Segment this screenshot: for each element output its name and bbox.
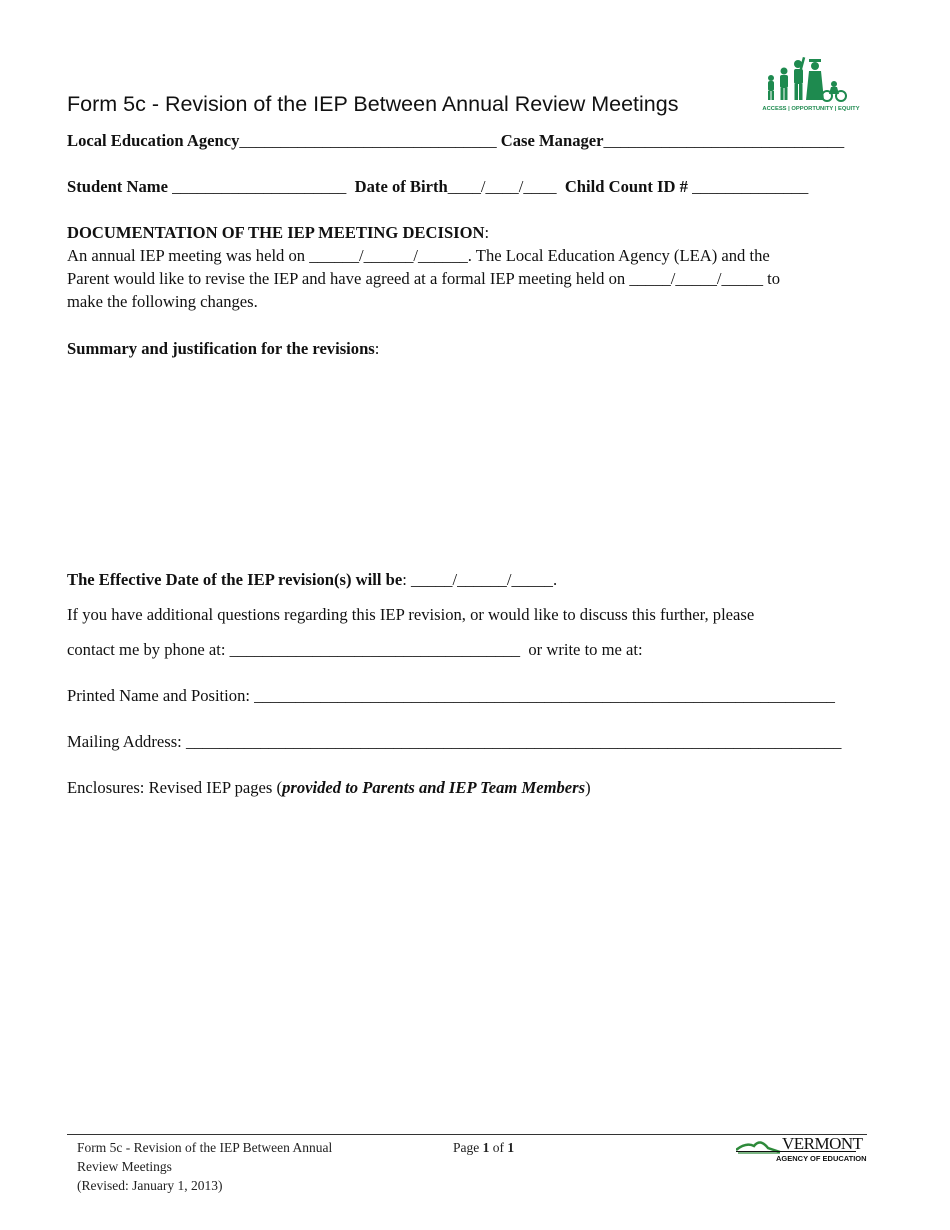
vermont-logo bbox=[736, 1134, 867, 1168]
dob-field[interactable]: ____/____/____ bbox=[447, 177, 557, 196]
student-name-field[interactable]: _____________________ bbox=[172, 177, 347, 196]
children-figures-icon bbox=[757, 54, 865, 114]
footer-revised: (Revised: January 1, 2013) bbox=[77, 1178, 223, 1193]
enclosures-emphasis: provided to Parents and IEP Team Members bbox=[282, 778, 586, 797]
summary-label: Summary and justification for the revisions bbox=[67, 339, 375, 358]
documentation-line-2: Parent would like to revise the IEP and have agreed at a formal IEP meeting held on _____/_____/_____ to bbox=[67, 269, 781, 288]
documentation-line-3: make the following changes. bbox=[67, 292, 258, 311]
documentation-heading bbox=[67, 221, 489, 244]
lea-label: Local Education Agency bbox=[67, 131, 240, 150]
case-manager-field[interactable]: _____________________________ bbox=[603, 131, 845, 150]
mailing-address-label: Mailing Address: bbox=[67, 732, 182, 751]
phone-label: contact me by phone at: bbox=[67, 640, 226, 659]
documentation-heading-colon: : bbox=[484, 223, 490, 242]
enclosures-prefix: Enclosures: Revised IEP pages ( bbox=[67, 778, 283, 797]
child-count-field[interactable]: ______________ bbox=[692, 177, 809, 196]
printed-name-field[interactable]: ______________________________________________________________________ bbox=[254, 686, 835, 705]
contact-row bbox=[67, 638, 643, 661]
dob-label: Date of Birth bbox=[354, 177, 448, 196]
mailing-address-row bbox=[67, 730, 841, 753]
phone-field[interactable]: ___________________________________ bbox=[229, 640, 521, 659]
child-count-label: Child Count ID # bbox=[564, 177, 688, 196]
agency-of-education-text: AGENCY OF EDUCATION bbox=[776, 1154, 867, 1163]
summary-heading bbox=[67, 337, 379, 360]
case-manager-label: Case Manager bbox=[500, 131, 604, 150]
lea-field[interactable]: _______________________________ bbox=[239, 131, 497, 150]
page-prefix: Page bbox=[453, 1140, 480, 1155]
footer-form-line-2: Review Meetings bbox=[77, 1159, 172, 1174]
student-name-label: Student Name bbox=[67, 177, 168, 196]
documentation-line-1: An annual IEP meeting was held on ______/______/______. The Local Education Agency (LEA) and the bbox=[67, 246, 770, 265]
printed-name-row bbox=[67, 684, 835, 707]
lea-row bbox=[67, 129, 844, 152]
page-of: of bbox=[492, 1140, 504, 1155]
mailing-address-field[interactable]: _______________________________________________________________________________ bbox=[185, 732, 842, 751]
summary-colon: : bbox=[374, 339, 380, 358]
footer-form-line-1: Form 5c - Revision of the IEP Between Annual bbox=[77, 1140, 333, 1155]
page-number bbox=[453, 1138, 514, 1157]
write-label: or write to me at: bbox=[528, 640, 643, 659]
effective-date-label: The Effective Date of the IEP revision(s) will be bbox=[67, 570, 403, 589]
documentation-heading-text: DOCUMENTATION OF THE IEP MEETING DECISION bbox=[67, 223, 485, 242]
enclosures-row bbox=[67, 776, 591, 799]
summary-text-area[interactable] bbox=[67, 362, 867, 562]
contact-line-1: If you have additional questions regarding this IEP revision, or would like to discuss this further, please bbox=[67, 605, 755, 624]
page-total: 1 bbox=[507, 1140, 515, 1155]
logo-tagline: ACCESS | OPPORTUNITY | EQUITY bbox=[762, 106, 860, 112]
effective-date-row bbox=[67, 568, 557, 591]
printed-name-label: Printed Name and Position: bbox=[67, 686, 250, 705]
agency-logo bbox=[757, 54, 865, 114]
page-current: 1 bbox=[482, 1140, 490, 1155]
student-row bbox=[67, 175, 808, 198]
vermont-wordmark: VERMONT bbox=[782, 1134, 863, 1153]
enclosures-suffix: ) bbox=[585, 778, 591, 797]
page-title: Form 5c - Revision of the IEP Between Annual Review Meetings bbox=[67, 92, 679, 116]
vermont-logo-rule bbox=[736, 1151, 856, 1152]
effective-date-field[interactable]: : _____/______/_____. bbox=[402, 570, 558, 589]
